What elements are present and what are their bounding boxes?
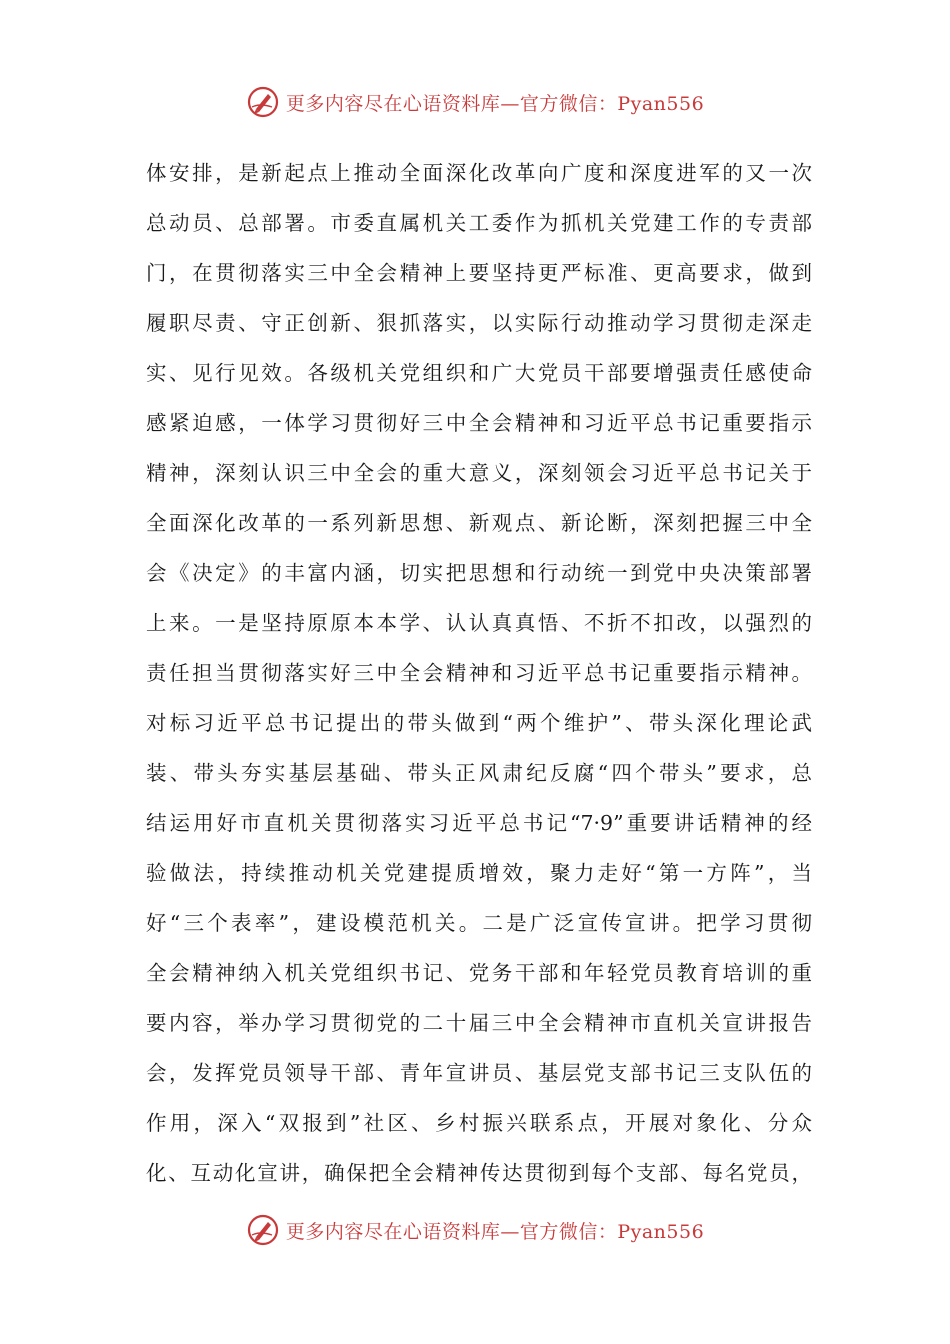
- header-banner-inner: [246, 85, 704, 119]
- footer-banner: [0, 1208, 950, 1252]
- body-line: 好“三个表率”，建设模范机关。二是广泛宣传宣讲。把学习贯彻: [146, 911, 812, 935]
- body-line: 会，发挥党员领导干部、青年宣讲员、基层党支部书记三支队伍的: [146, 1061, 812, 1085]
- body-line: 上来。一是坚持原原本本学、认认真真悟、不折不扣改，以强烈的: [146, 611, 812, 635]
- footer-banner-inner: [246, 1213, 704, 1247]
- body-line: 验做法，持续推动机关党建提质增效，聚力走好“第一方阵”，当: [146, 861, 812, 885]
- footer-banner-text: 更多内容尽在心语资料库—官方微信：Pyan556: [285, 1220, 705, 1243]
- body-line: 全会精神纳入机关党组织书记、党务干部和年轻党员教育培训的重: [146, 961, 812, 985]
- header-banner: [0, 80, 950, 124]
- body-line: 体安排，是新起点上推动全面深化改革向广度和深度进军的又一次: [146, 161, 812, 185]
- body-line: 化、互动化宣讲，确保把全会精神传达贯彻到每个支部、每名党员，: [146, 1161, 812, 1185]
- body-line: 会《决定》的丰富内涵，切实把思想和行动统一到党中央决策部署: [146, 561, 812, 585]
- body-line: 门，在贯彻落实三中全会精神上要坚持更严标准、更高要求，做到: [146, 261, 812, 285]
- body-line: 履职尽责、守正创新、狠抓落实，以实际行动推动学习贯彻走深走: [146, 311, 812, 335]
- body-line: 作用，深入“双报到”社区、乡村振兴联系点，开展对象化、分众: [146, 1111, 812, 1135]
- body-line: 感紧迫感，一体学习贯彻好三中全会精神和习近平总书记重要指示: [146, 411, 812, 435]
- body-line: 精神，深刻认识三中全会的重大意义，深刻领会习近平总书记关于: [146, 461, 812, 485]
- body-line: 装、带头夯实基层基础、带头正风肃纪反腐“四个带头”要求，总: [146, 761, 812, 785]
- body-line: 结运用好市直机关贯彻落实习近平总书记“7·9”重要讲话精神的经: [146, 811, 812, 835]
- body-line: 对标习近平总书记提出的带头做到“两个维护”、带头深化理论武: [146, 711, 812, 735]
- pen-logo-icon: [246, 85, 280, 119]
- body-line: 实、见行见效。各级机关党组织和广大党员干部要增强责任感使命: [146, 361, 812, 385]
- body-line: 全面深化改革的一系列新思想、新观点、新论断，深刻把握三中全: [146, 511, 812, 535]
- body-line: 要内容，举办学习贯彻党的二十届三中全会精神市直机关宣讲报告: [146, 1011, 812, 1035]
- header-banner-text: 更多内容尽在心语资料库—官方微信：Pyan556: [285, 92, 705, 115]
- document-body: [146, 148, 812, 1198]
- body-line: 责任担当贯彻落实好三中全会精神和习近平总书记重要指示精神。: [146, 661, 812, 685]
- body-line: 总动员、总部署。市委直属机关工委作为抓机关党建工作的专责部: [146, 211, 812, 235]
- pen-logo-icon: [246, 1213, 280, 1247]
